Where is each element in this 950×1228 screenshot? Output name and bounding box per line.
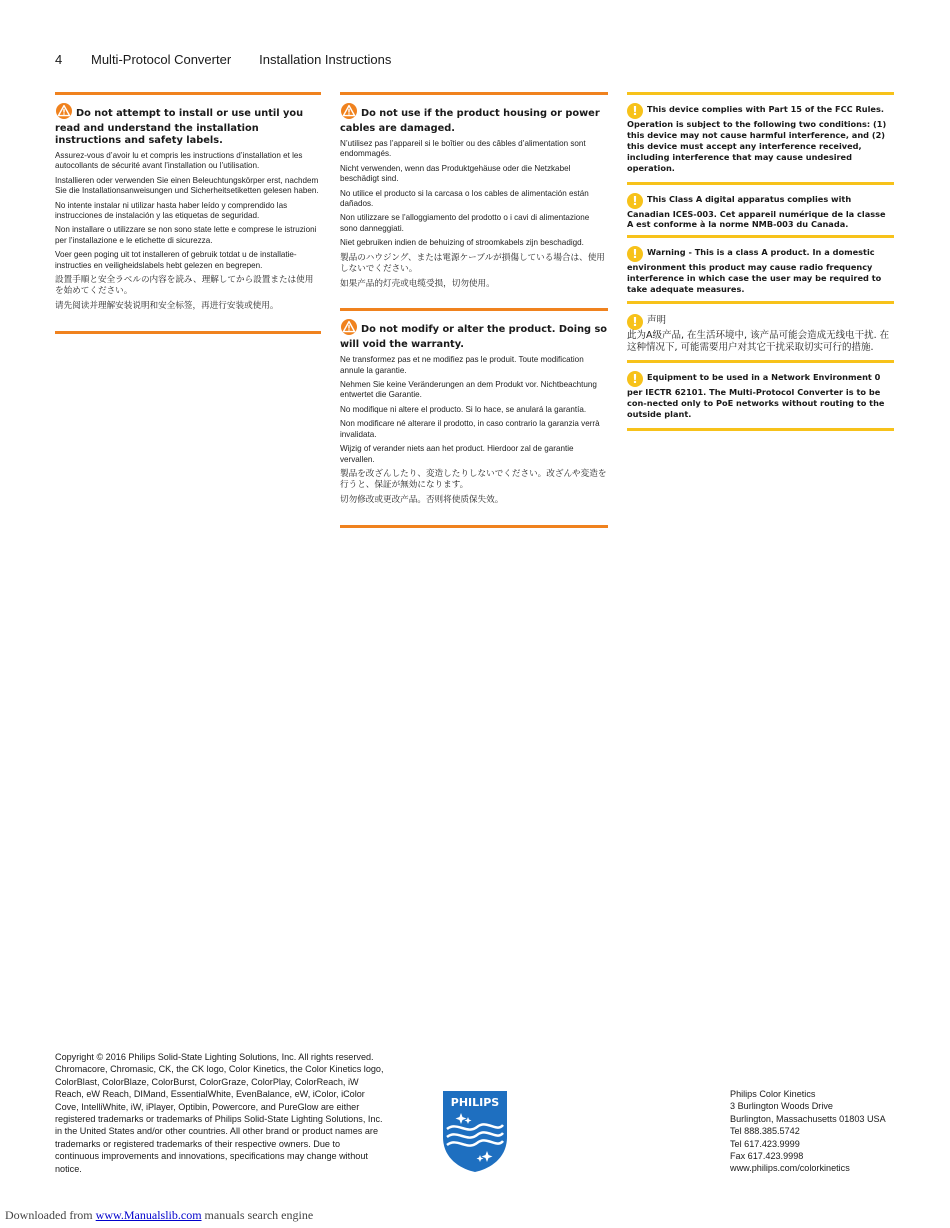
exclamation-circle-icon: ! <box>627 246 643 262</box>
damage-warning-zh: 如果产品的灯壳或电缆受损，切勿使用。 <box>340 279 495 290</box>
box-end-rule <box>627 428 894 431</box>
modify-warning-nl: Wijzig of verander niets aan het product. Hierdoor zal de garantie vervallen. <box>340 444 574 464</box>
install-warning-fr: Assurez-vous d’avoir lu et compris les instructions d’installation et les autocollants de sécurité avant l’installation ou l’utilisation. <box>55 151 303 171</box>
logo-text: PHILIPS <box>450 1096 500 1109</box>
canada-notice-box <box>627 182 894 236</box>
page-number: 4 <box>55 52 63 67</box>
exclamation-circle-icon: ! <box>627 193 643 209</box>
install-warning-de: Installieren oder verwenden Sie einen Beleuchtungskörper erst, nachdem Sie die Installationsanweisungen und Sicherheitsetiketten gelesen haben. <box>55 175 319 196</box>
modify-warning-es: No modifique ni altere el producto. Si lo hace, se anulará la garantía. <box>340 404 587 414</box>
install-warning-it: Non installare o utilizzare se non sono state lette e comprese le istruzioni per l’installazione e le etichette di sicurezza. <box>55 225 317 245</box>
phone-tollfree: Tel 888.385.5742 <box>730 1126 800 1137</box>
exclamation-circle-icon: ! <box>627 103 643 119</box>
philips-shield-logo <box>441 1089 509 1173</box>
website[interactable]: www.philips.com/colorkinetics <box>730 1163 850 1174</box>
modify-warning-box <box>340 308 608 516</box>
copyright-notice: Copyright © 2016 Philips Solid-State Lighting Solutions, Inc. All rights reserved. Chromacore, Chromasic, CK, the CK logo, Color Kinetics, the Color Kinetics logo, ColorBlast, ColorBlaze, ColorBurst, ColorGraze, ColorPlay, ColorReach, iW Reach, eW Reach, DIMand, EssentialWhite, EvenBalance, eW, iColor, iColor Cove, IntelliWhite, iW, iPlayer, Optibin, Powercore, and PureGlow are either registered trademarks or trademarks of Philips Solid-State Lighting Solutions, Inc. in the United States and/or other countries. All other brand or product names are trademarks or registered trademarks of their respective owners. Due to continuous improvements and innovations, specifications may change without notice. <box>55 1052 384 1174</box>
exclamation-circle-icon: ! <box>627 371 643 387</box>
poe-notice-text: Equipment to be used in a Network Environment 0 per IECTR 62101. The Multi-Protocol Converter is to be con-nected only to PoE networks without routing to the outside plant. <box>627 372 885 419</box>
damage-warning-nl: Niet gebruiken indien de behuizing of stroomkabels zijn beschadigd. <box>340 238 584 248</box>
street-address: 3 Burlington Woods Drive <box>730 1101 833 1112</box>
document-subtitle: Installation Instructions <box>259 52 392 67</box>
document-title: Multi-Protocol Converter <box>91 52 232 67</box>
install-warning-es: No intente instalar ni utilizar hasta haber leído y comprendido las instrucciones de instalación y las etiquetas de seguridad. <box>55 200 288 221</box>
install-warning-box <box>55 92 321 323</box>
box-end-rule <box>55 331 321 334</box>
canada-notice-text: This Class A digital apparatus complies with Canadian ICES-003. Cet appareil numérique de la classe A est conforme à la norme NMB-003 du Canada. <box>627 193 886 230</box>
safety-column-1 <box>55 92 321 334</box>
damage-warning-box <box>340 92 608 300</box>
install-warning-nl: Voer geen poging uit tot installeren of gebruik totdat u de installatie-instructies en veiligheidslabels hebt gelezen en begrepen. <box>55 250 297 270</box>
warning-triangle-icon <box>340 103 358 123</box>
manualslib-link[interactable]: www.Manualslib.com <box>95 1208 202 1222</box>
fcc-notice-box <box>627 92 894 182</box>
modify-warning-zh: 切勿修改或更改产品。否则将使质保失效。 <box>340 495 504 506</box>
poe-notice-box <box>627 360 894 428</box>
page-header <box>55 52 391 67</box>
chinese-notice-title: 声明 <box>647 315 667 327</box>
modify-warning-ja: 製品を改ざんしたり、変造したりしないでください。改ざんや変造を行うと、保証が無効になります。 <box>340 468 607 491</box>
chinese-notice-text: 此为A级产品, 在生活环境中, 该产品可能会造成无线电干扰. 在这种情况下, 可能需要用户对其它干扰采取切实可行的措施. <box>627 330 890 354</box>
regulatory-column <box>627 92 894 431</box>
fcc-notice-text: This device complies with Part 15 of the FCC Rules. Operation is subject to the following two conditions: (1) this device may not cause harmful interference, and (2) this device must accept any interference received, including interference that may cause undesired operation. <box>627 104 887 173</box>
box-end-rule <box>340 525 608 528</box>
chinese-notice-box <box>627 301 894 360</box>
modify-warning-de: Nehmen Sie keine Veränderungen an dem Produkt vor. Nichtbeachtung entwertet die Garantie. <box>340 380 597 400</box>
damage-warning-ja: 製品のハウジング、または電源ケーブルが損傷している場合は、使用しないでください。 <box>340 252 605 274</box>
city-address: Burlington, Massachusetts 01803 USA <box>730 1113 886 1124</box>
warning-triangle-icon <box>340 319 358 339</box>
install-warning-ja: 設置手順と安全ラベルの内容を読み、理解してから設置または使用を始めてください。 <box>55 275 314 297</box>
damage-warning-es: No utilice el producto si la carcasa o los cables de alimentación están dañados. <box>340 188 589 209</box>
damage-warning-fr: N’utilisez pas l’appareil si le boîtier ou des câbles d’alimentation sont endommagés. <box>340 139 586 159</box>
warning-triangle-icon <box>55 103 73 123</box>
modify-warning-heading: Do not modify or alter the product. Doing so will void the warranty. <box>340 319 608 351</box>
damage-warning-it: Non utilizzare se l’alloggiamento del prodotto o i cavi di alimentazione sono danneggiati. <box>340 213 590 233</box>
phone-main: Tel 617.423.9999 <box>730 1138 800 1149</box>
company-name: Philips Color Kinetics <box>730 1089 816 1099</box>
fax-number: Fax 617.423.9998 <box>730 1151 804 1162</box>
class-a-warning-box <box>627 235 894 301</box>
install-warning-heading: Do not attempt to install or use until you read and understand the installation instructions and safety labels. <box>55 103 321 147</box>
safety-column-2 <box>340 92 608 528</box>
damage-warning-heading: Do not use if the product housing or power cables are damaged. <box>340 103 608 135</box>
damage-warning-de: Nicht verwenden, wenn das Produktgehäuse oder die Netzkabel beschädigt sind. <box>340 163 571 184</box>
modify-warning-it: Non modificare né alterare il prodotto, in caso contrario la garanzia verrà invalidata. <box>340 419 600 439</box>
modify-warning-fr: Ne transformez pas et ne modifiez pas le produit. Toute modification annule la garantie. <box>340 355 584 375</box>
class-a-warning-text: Warning - This is a class A product. In a domestic environment this product may cause radio frequency interference in which case the user may be required to take adequate measures. <box>627 247 882 295</box>
exclamation-circle-icon: ! <box>627 314 643 330</box>
download-attribution: Downloaded from www.Manualslib.com manuals search engine <box>5 1208 314 1222</box>
install-warning-zh: 请先阅读并理解安装说明和安全标签，再进行安装或使用。 <box>55 301 279 312</box>
company-address <box>730 1088 886 1175</box>
